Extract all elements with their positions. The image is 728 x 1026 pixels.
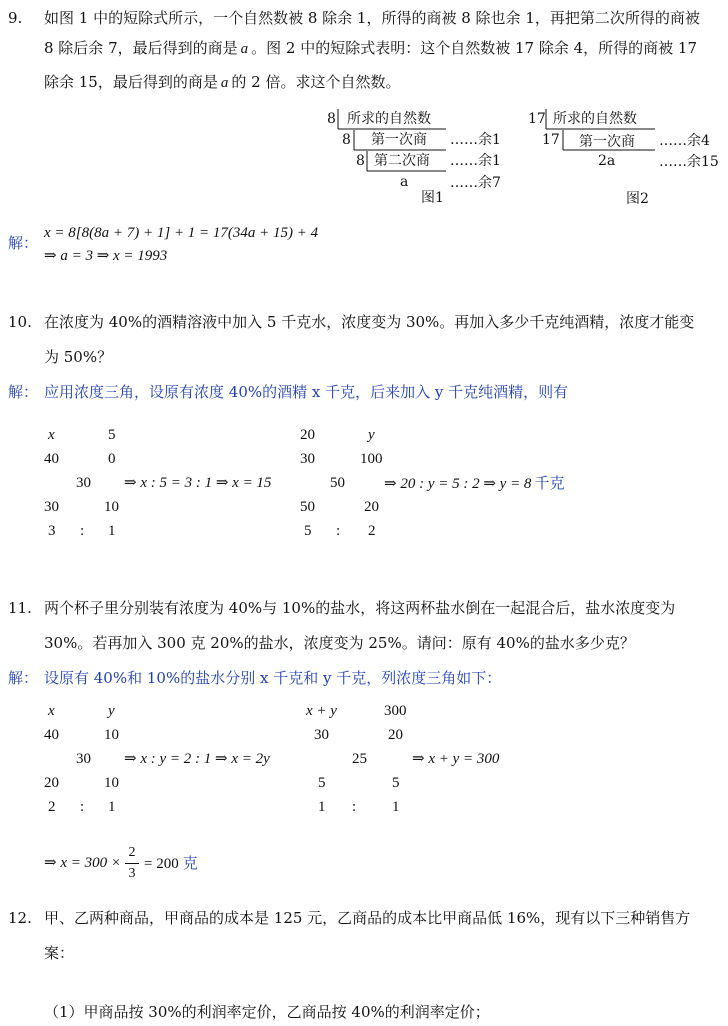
ratio-value: 3 xyxy=(48,523,56,539)
triangle-value: 30 xyxy=(44,499,59,515)
triangle-result: ⇒ 20 : y = 5 : 2 ⇒ y = 8 千克 xyxy=(384,474,565,492)
triangle-value: 20 xyxy=(388,727,403,743)
triangle-mix: 30 xyxy=(76,475,91,491)
dividend: 所求的自然数 xyxy=(347,111,431,127)
divisor: 8 xyxy=(356,153,365,169)
question-text: 案： xyxy=(44,944,75,962)
question-text: 在浓度为 40%的酒精溶液中加入 5 千克水，浓度变为 30%。再加入多少千克纯酒精，浓度才能变 xyxy=(44,313,695,331)
question-number: 12. xyxy=(8,909,32,927)
triangle-value: x + y xyxy=(306,703,337,719)
figure-caption: 图2 xyxy=(626,191,649,207)
triangle-value: 0 xyxy=(108,451,116,467)
triangle-value: x xyxy=(48,703,55,719)
solution-label: 解： xyxy=(8,383,39,401)
question-text: 除余 15，最后得到的商是 a 的 2 倍。求这个自然数。 xyxy=(44,73,401,91)
ratio-value: 5 xyxy=(304,523,312,539)
triangle-result: ⇒ x + y = 300 xyxy=(412,751,500,767)
triangle-value: 10 xyxy=(104,775,119,791)
triangle-value: 20 xyxy=(44,775,59,791)
quotient: 第一次商 xyxy=(579,134,635,150)
division-lines xyxy=(0,0,728,220)
question-text: 为 50%？ xyxy=(44,348,113,366)
divisor: 17 xyxy=(528,111,546,127)
dividend: 所求的自然数 xyxy=(553,111,637,127)
triangle-value: y xyxy=(368,427,375,443)
ratio-value: 2 xyxy=(368,523,376,539)
solution-label: 解： xyxy=(8,669,39,687)
solution-intro: 应用浓度三角，设原有浓度 40%的酒精 x 千克，后来加入 y 千克纯酒精，则有 xyxy=(44,383,569,401)
quotient: 第二次商 xyxy=(374,153,430,169)
question-number: 11. xyxy=(8,599,32,617)
remainder: ……余15 xyxy=(659,154,719,170)
fraction-denominator: 3 xyxy=(128,866,136,881)
triangle-result: ⇒ x : 5 = 3 : 1 ⇒ x = 15 xyxy=(124,475,272,491)
triangle-value: 30 xyxy=(314,727,329,743)
quotient: 第一次商 xyxy=(371,132,427,148)
triangle-value: 300 xyxy=(384,703,407,719)
triangle-value: x xyxy=(48,427,55,443)
question-text: 如图 1 中的短除式所示，一个自然数被 8 除余 1，所得的商被 8 除也余 1，再把第二次所得的商被 xyxy=(44,9,700,27)
triangle-value: 50 xyxy=(300,499,315,515)
triangle-result: ⇒ x : y = 2 : 1 ⇒ x = 2y xyxy=(124,751,270,767)
triangle-mix: 50 xyxy=(330,475,345,491)
question-text: 两个杯子里分别装有浓度为 40%与 10%的盐水，将这两杯盐水倒在一起混合后，盐水浓度变为 xyxy=(44,599,676,617)
final-quotient: 2a xyxy=(598,153,616,169)
remainder: ……余1 xyxy=(450,132,501,148)
question-text: 甲、乙两种商品，甲商品的成本是 125 元，乙商品的成本比甲商品低 16%，现有以下三种销售方 xyxy=(44,909,691,927)
question-text: （1）甲商品按 30%的利润率定价，乙商品按 40%的利润率定价； xyxy=(44,1003,490,1021)
triangle-value: 100 xyxy=(360,451,383,467)
triangle-mix: 30 xyxy=(76,751,91,767)
triangle-value: 30 xyxy=(300,451,315,467)
remainder: ……余7 xyxy=(450,175,501,191)
triangle-mix: 25 xyxy=(352,751,367,767)
triangle-value: y xyxy=(108,703,115,719)
ratio-separator: : xyxy=(80,799,85,815)
fraction-bar xyxy=(125,863,139,864)
ratio-value: 1 xyxy=(108,799,116,815)
final-quotient: a xyxy=(400,174,409,190)
ratio-value: 1 xyxy=(108,523,116,539)
solution-label: 解： xyxy=(8,234,39,252)
remainder: ……余1 xyxy=(450,153,501,169)
remainder: ……余4 xyxy=(659,133,710,149)
triangle-value: 5 xyxy=(392,775,400,791)
triangle-value: 5 xyxy=(108,427,116,443)
ratio-separator: : xyxy=(352,799,357,815)
fraction-numerator: 2 xyxy=(128,845,136,860)
triangle-value: 20 xyxy=(364,499,379,515)
solution-equation: x = 8[8(8a + 7) + 1] + 1 = 17(34a + 15) + 4 xyxy=(44,225,319,241)
ratio-value: 1 xyxy=(318,799,326,815)
question-text: 8 除后余 7，最后得到的商是 a 。图 2 中的短除式表明：这个自然数被 17 除余 4，所得的商被 17 xyxy=(44,39,697,57)
triangle-value: 10 xyxy=(104,727,119,743)
ratio-value: 1 xyxy=(392,799,400,815)
question-text: 30%。若再加入 300 克 20%的盐水，浓度变为 25%。请问：原有 40%的盐水多少克？ xyxy=(44,634,635,652)
divisor: 8 xyxy=(342,132,351,148)
ratio-separator: : xyxy=(336,523,341,539)
triangle-value: 40 xyxy=(44,451,59,467)
triangle-value: 40 xyxy=(44,727,59,743)
figure-caption: 图1 xyxy=(421,190,444,206)
divisor: 8 xyxy=(327,111,336,127)
solution-result: ⇒ a = 3 ⇒ x = 1993 xyxy=(44,248,168,264)
triangle-value: 10 xyxy=(104,499,119,515)
solution-intro: 设原有 40%和 10%的盐水分别 x 千克和 y 千克，列浓度三角如下： xyxy=(44,669,502,687)
triangle-value: 20 xyxy=(300,427,315,443)
triangle-value: 5 xyxy=(318,775,326,791)
question-number: 9. xyxy=(8,9,23,27)
divisor: 17 xyxy=(542,132,560,148)
ratio-separator: : xyxy=(80,523,85,539)
ratio-value: 2 xyxy=(48,799,56,815)
question-number: 10. xyxy=(8,313,32,331)
